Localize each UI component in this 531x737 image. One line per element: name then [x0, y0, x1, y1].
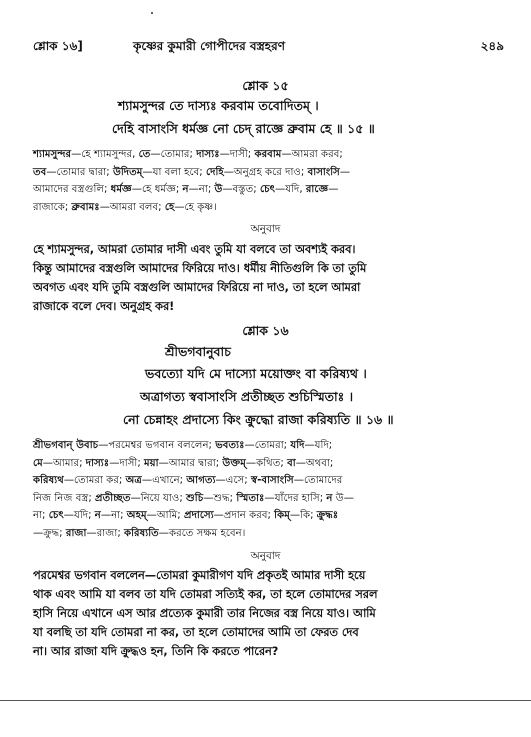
synonym-line [33, 455, 503, 473]
verse-15-translation-label: অনুবাদ [250, 223, 281, 235]
synonym-line [33, 146, 503, 164]
gloss: —তোমরা; [244, 440, 291, 451]
gloss: না; [33, 510, 49, 521]
sanskrit-term: ন [94, 510, 101, 521]
sanskrit-term: অহম্ [126, 510, 147, 521]
gloss: —না; [188, 184, 215, 195]
sanskrit-term: বা [287, 457, 296, 469]
gloss: —যদি; [304, 440, 333, 451]
synonym-line [33, 490, 503, 508]
gloss: —করতে সক্ষম হবেন। [158, 527, 246, 539]
synonym-line [33, 181, 503, 199]
translation-line: হে শ্যামসুন্দর, আমরা তোমার দাসী এবং তুমি যা বলবে তা অবশ্যই করব। [33, 243, 356, 256]
translation-line: না। আর রাজা যদি ক্রুদ্ধও হন, তিনি কি করতে পারেন? [33, 645, 279, 658]
sanskrit-term: প্রদাস্যে [183, 510, 214, 521]
sanskrit-term: দাস্যঃ [196, 149, 220, 160]
sanskrit-term: রাজা [65, 527, 87, 539]
sanskrit-term: স্মিতাঃ [236, 492, 265, 504]
sanskrit-term: শ্যামসুন্দর [33, 149, 72, 160]
translation-line: যা বলছি তা যদি তোমরা না কর, তা হলে তোমাদের আমি তা ফেরত দেব [33, 626, 359, 639]
sanskrit-term: রাজ্ঞে [305, 184, 329, 195]
gloss: রাজাকে; [33, 201, 72, 213]
translation-line: রাজাকে বলে দেব। অনুগ্রহ কর! [33, 300, 175, 313]
sanskrit-term: উ [214, 184, 223, 195]
gloss: —দাসী; [109, 457, 145, 469]
sanskrit-term: চেৎ [259, 184, 276, 195]
verse-16-line-1: ভবত্যো যদি মে দাস্যো ময়োক্তং বা করিষ্যথ । [145, 366, 367, 381]
gloss: —তোমাদের [293, 475, 343, 486]
gloss: —তোমরা কর; [63, 475, 126, 486]
verse-15-translation [33, 240, 503, 316]
translation-line: পরমেশ্বর ভগবান বললেন—তোমরা কুমারীগণ যদি প্রকৃতই আমার দাসী হয়ে [33, 569, 366, 582]
sanskrit-term: মে [33, 457, 43, 469]
sanskrit-term: দাস্যঃ [85, 457, 110, 469]
sanskrit-term: স্ব-বাসাংসি [250, 475, 294, 486]
sanskrit-term: ভবত্যঃ [215, 440, 245, 451]
synonym-line [33, 525, 503, 543]
sanskrit-term: করবাম [254, 149, 282, 160]
gloss: — [328, 184, 339, 195]
gloss: —হে কৃষ্ণ। [174, 201, 217, 213]
translation-line: থাক এবং আমি যা বলব তা যদি তোমরা সত্যিই কর, তা হলে তোমাদের সরল [33, 588, 378, 601]
sanskrit-term: উদিতম্ [112, 166, 143, 178]
verse-16-number: শ্লোক ১৬ [242, 323, 289, 338]
sanskrit-term: তে [138, 149, 151, 160]
gloss: আমাদের বস্ত্রগুলি; [33, 184, 111, 195]
gloss: —অনুগ্রহ করে দাও; [223, 166, 308, 178]
sanskrit-term: ন [182, 184, 189, 195]
gloss: —তোমার দ্বারা; [46, 166, 113, 178]
header-verse-ref: শ্লোক ১৬] [33, 39, 83, 53]
verse-15-synonyms [33, 146, 503, 216]
sanskrit-term: উক্তম্ [222, 457, 246, 469]
sanskrit-term: ক্রুদ্ধঃ [316, 510, 339, 521]
gloss: —তোমার; [150, 149, 197, 160]
translation-line: হাসি নিয়ে এখানে এস আর প্রত্যেক কুমারী তার নিজের বস্ত্র নিয়ে যাও। আমি [33, 607, 376, 620]
gloss: —কি; [289, 510, 317, 521]
synonym-line [33, 199, 503, 217]
page-speck [151, 12, 153, 14]
gloss: —যদি, [275, 184, 306, 195]
sanskrit-term: আগত্য [186, 475, 216, 486]
running-header [33, 38, 504, 58]
gloss: —আমার; [42, 457, 86, 469]
gloss: —এখানে; [141, 475, 187, 486]
gloss: —রাজা; [86, 527, 124, 539]
sanskrit-term: করিষ্যথ [33, 475, 64, 486]
gloss: —হে শ্যামসুন্দর, [71, 149, 139, 160]
gloss: —যাঁদের হাসি; [264, 492, 327, 504]
verse-16-translation [33, 566, 503, 661]
gloss: উ— [332, 492, 354, 504]
sanskrit-term: ন [326, 492, 333, 504]
verse-15-number: শ্লোক ১৫ [242, 78, 289, 93]
gloss: —আমরা বলব; [99, 201, 165, 213]
verse-16-translation-label: অনুবাদ [250, 550, 281, 562]
translation-line: কিন্তু আমাদের বস্ত্রগুলি আমাদের ফিরিয়ে দাও। ধর্মীয় নীতিগুলি কি তা তুমি [33, 262, 367, 275]
page-bottom-rule [0, 700, 531, 701]
gloss: —নিয়ে যাও; [130, 492, 187, 504]
sanskrit-term: ব্রুবামঃ [71, 201, 100, 213]
verse-15-line-1: শ্যামসুন্দর তে দাস্যঃ করবাম তবোদিতম্ । [118, 98, 319, 113]
gloss: —আমরা করব; [281, 149, 343, 160]
sanskrit-term: তব [33, 166, 47, 178]
synonym-line [33, 437, 503, 455]
translation-line: অবগত এবং যদি তুমি বস্ত্রগুলি আমাদের ফিরিয়ে না দাও, তা হলে আমরা [33, 281, 361, 294]
gloss: —আমার দ্বারা; [158, 457, 223, 469]
gloss: —দাসী; [219, 149, 255, 160]
gloss: —যদি; [63, 510, 95, 521]
sanskrit-term: বাসাংসি [307, 166, 340, 178]
sanskrit-term: ধর্মজ্ঞ [110, 184, 132, 195]
sanskrit-term: করিষ্যতি [124, 527, 159, 539]
verse-16-speaker: শ্রীভগবানুবাচ [165, 344, 231, 359]
header-chapter-title: কৃষ্ণের কুমারী গোপীদের বস্ত্রহরণ [133, 39, 285, 53]
sanskrit-term: দেহি [205, 166, 224, 178]
page-number: ২৪৯ [480, 39, 504, 53]
verse-16-line-3: নো চেন্নাহং প্রদাস্যে কিং ক্রুদ্ধো রাজা করিষ্যতি ॥ ১৬ ॥ [123, 412, 394, 427]
sanskrit-term: হে [164, 201, 175, 213]
gloss: —কথিত; [245, 457, 288, 469]
gloss: —না; [100, 510, 127, 521]
sanskrit-term: অত্র [125, 475, 142, 486]
gloss: —পরমেশ্বর ভগবান বললেন; [98, 440, 216, 451]
synonym-line [33, 164, 503, 182]
sanskrit-term: যদি [290, 440, 305, 451]
sanskrit-term: ময়া [144, 457, 159, 469]
sanskrit-term: চেৎ [48, 510, 64, 521]
sanskrit-term: প্রতীচ্ছত [95, 492, 131, 504]
gloss: —আমি; [146, 510, 184, 521]
verse-16-synonyms [33, 437, 503, 542]
gloss: —হে ধর্মজ্ঞ; [131, 184, 183, 195]
synonym-line [33, 507, 503, 525]
verse-15-line-2: দেহি বাসাংসি ধর্মজ্ঞ নো চেদ্ রাজ্ঞে ব্রুবাম হে ॥ ১৫ ॥ [112, 121, 375, 136]
sanskrit-term: কিম্ [274, 510, 290, 521]
gloss: —ক্রুদ্ধ; [33, 527, 66, 539]
gloss: —শুদ্ধ; [203, 492, 237, 504]
gloss: নিজ নিজ বস্ত্র; [33, 492, 96, 504]
sanskrit-term: শুচি [186, 492, 204, 504]
gloss: —যা বলা হবে; [142, 166, 206, 178]
gloss: —এসে; [215, 475, 251, 486]
verse-16-line-2: অত্রাগত্য স্ববাসাংসি প্রতীচ্ছত শুচিস্মিতাঃ । [140, 389, 354, 404]
gloss: —অথবা; [295, 457, 334, 469]
gloss: —বস্তুত; [222, 184, 260, 195]
gloss: — [339, 166, 351, 178]
synonym-line [33, 472, 503, 490]
gloss: —প্রদান করব; [213, 510, 275, 521]
sanskrit-term: শ্রীভগবান্ উবাচ [33, 440, 99, 451]
